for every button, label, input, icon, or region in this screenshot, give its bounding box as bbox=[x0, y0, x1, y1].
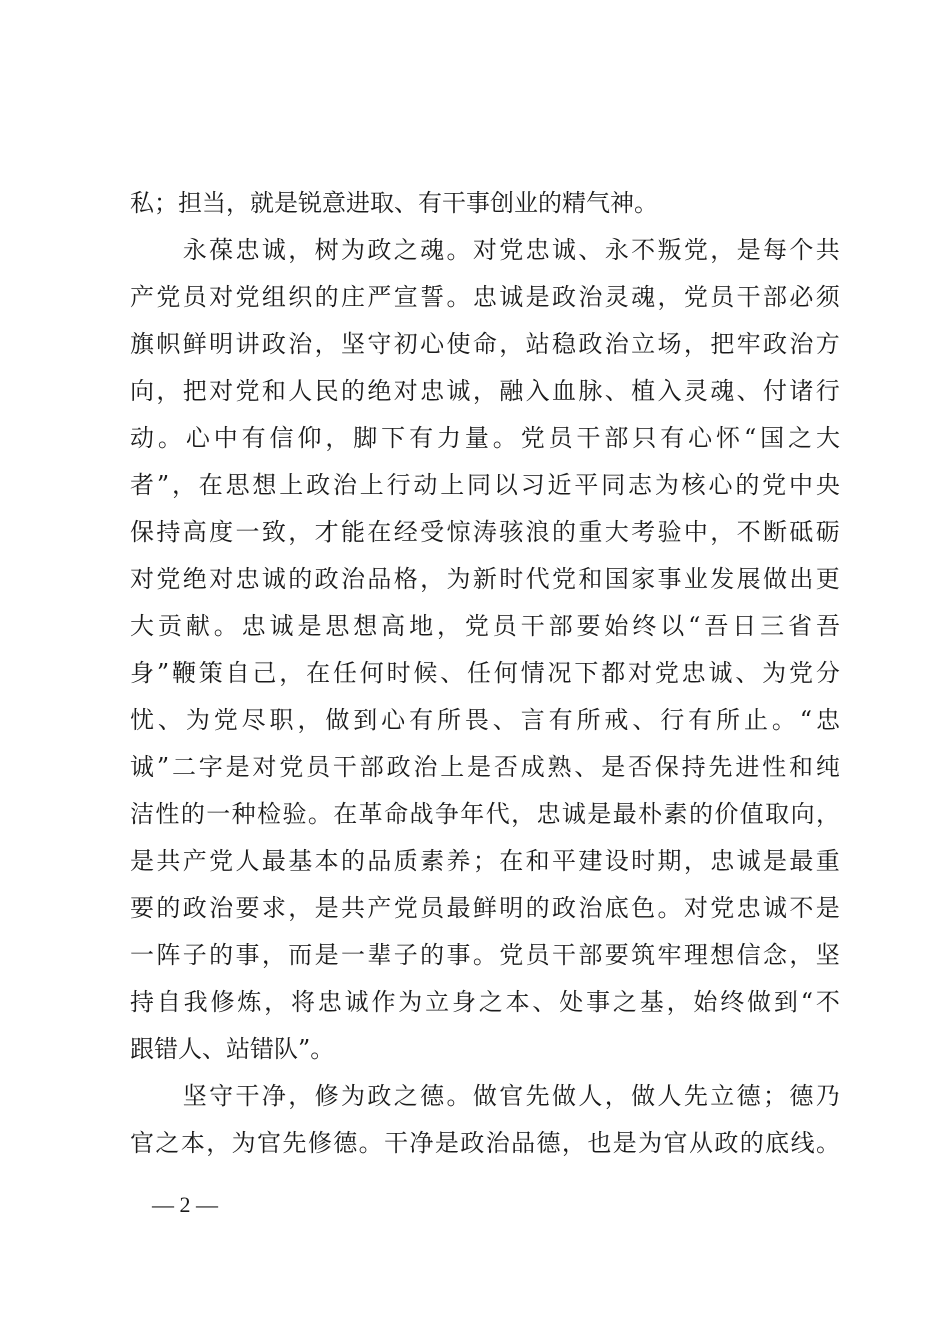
page-number: — 2 — bbox=[152, 1192, 218, 1217]
text-line: 诚 ” 二 字 是 对 党 员 干 部 政 治 上 是 否 成 熟 、 是 否 保 持 先 进 性 和 纯 bbox=[130, 753, 840, 781]
text-line: 向 ， 把 对 党 和 人 民 的 绝 对 忠 诚 ， 融 入 血 脉 、 植 入 灵 魂 、 付 诸 行 bbox=[130, 377, 840, 405]
text-line: 产 党 员 对 党 组 织 的 庄 严 宣 誓 。 忠 诚 是 政 治 灵 魂 ， 党 员 干 部 必 须 bbox=[130, 283, 840, 311]
text-line: 保 持 高 度 一 致 ， 才 能 在 经 受 惊 涛 骇 浪 的 重 大 考 验 中 ， 不 断 砥 砺 bbox=[130, 518, 840, 546]
text-line: 一 阵 子 的 事 ， 而 是 一 辈 子 的 事 。 党 员 干 部 要 筑 牢 理 想 信 念 ， 坚 bbox=[130, 941, 840, 969]
text-line: 是 共 产 党 人 最 基 本 的 品 质 素 养 ； 在 和 平 建 设 时 期 ， 忠 诚 是 最 重 bbox=[130, 847, 840, 875]
text-line: 要 的 政 治 要 求 ， 是 共 产 党 员 最 鲜 明 的 政 治 底 色 。 对 党 忠 诚 不 是 bbox=[130, 894, 840, 922]
text-line: 洁 性 的 一 种 检 验 。 在 革 命 战 争 年 代 ， 忠 诚 是 最 朴 素 的 价 值 取 向 ， bbox=[130, 800, 840, 828]
text-line: 官 之 本 ， 为 官 先 修 德 。 干 净 是 政 治 品 德 ， 也 是 为 官 从 政 的 底 线 。 bbox=[130, 1129, 840, 1157]
text-line: 身 ” 鞭 策 自 己 ， 在 任 何 时 候 、 任 何 情 况 下 都 对 党 忠 诚 、 为 党 分 bbox=[130, 659, 840, 687]
text-line: 永 葆 忠 诚 ， 树 为 政 之 魂 。 对 党 忠 诚 、 永 不 叛 党 ， 是 每 个 共 bbox=[182, 236, 840, 264]
text-line: 持 自 我 修 炼 ， 将 忠 诚 作 为 立 身 之 本 、 处 事 之 基 ， 始 终 做 到 “ 不 bbox=[130, 988, 840, 1016]
text-line: 私；担当，就是锐意进取、有干事创业的精气神。 bbox=[130, 189, 658, 217]
text-line: 大 贡 献 。 忠 诚 是 思 想 高 地 ， 党 员 干 部 要 始 终 以 “ 吾 日 三 省 吾 bbox=[130, 612, 840, 640]
text-line: 旗 帜 鲜 明 讲 政 治 ， 坚 守 初 心 使 命 ， 站 稳 政 治 立 场 ， 把 牢 政 治 方 bbox=[130, 330, 840, 358]
body-text bbox=[130, 180, 840, 1167]
text-line: 对 党 绝 对 忠 诚 的 政 治 品 格 ， 为 新 时 代 党 和 国 家 事 业 发 展 做 出 更 bbox=[130, 565, 840, 593]
text-line: 跟错人、站错队”。 bbox=[130, 1035, 335, 1063]
text-line: 忧 、 为 党 尽 职 ， 做 到 心 有 所 畏 、 言 有 所 戒 、 行 有 所 止 。 “ 忠 bbox=[130, 706, 840, 734]
text-line: 坚 守 干 净 ， 修 为 政 之 德 。 做 官 先 做 人 ， 做 人 先 立 德 ； 德 乃 bbox=[182, 1082, 840, 1110]
text-line: 动 。 心 中 有 信 仰 ， 脚 下 有 力 量 。 党 员 干 部 只 有 心 怀 “ 国 之 大 bbox=[130, 424, 840, 452]
text-line: 者 ” ， 在 思 想 上 政 治 上 行 动 上 同 以 习 近 平 同 志 为 核 心 的 党 中 央 bbox=[130, 471, 840, 499]
